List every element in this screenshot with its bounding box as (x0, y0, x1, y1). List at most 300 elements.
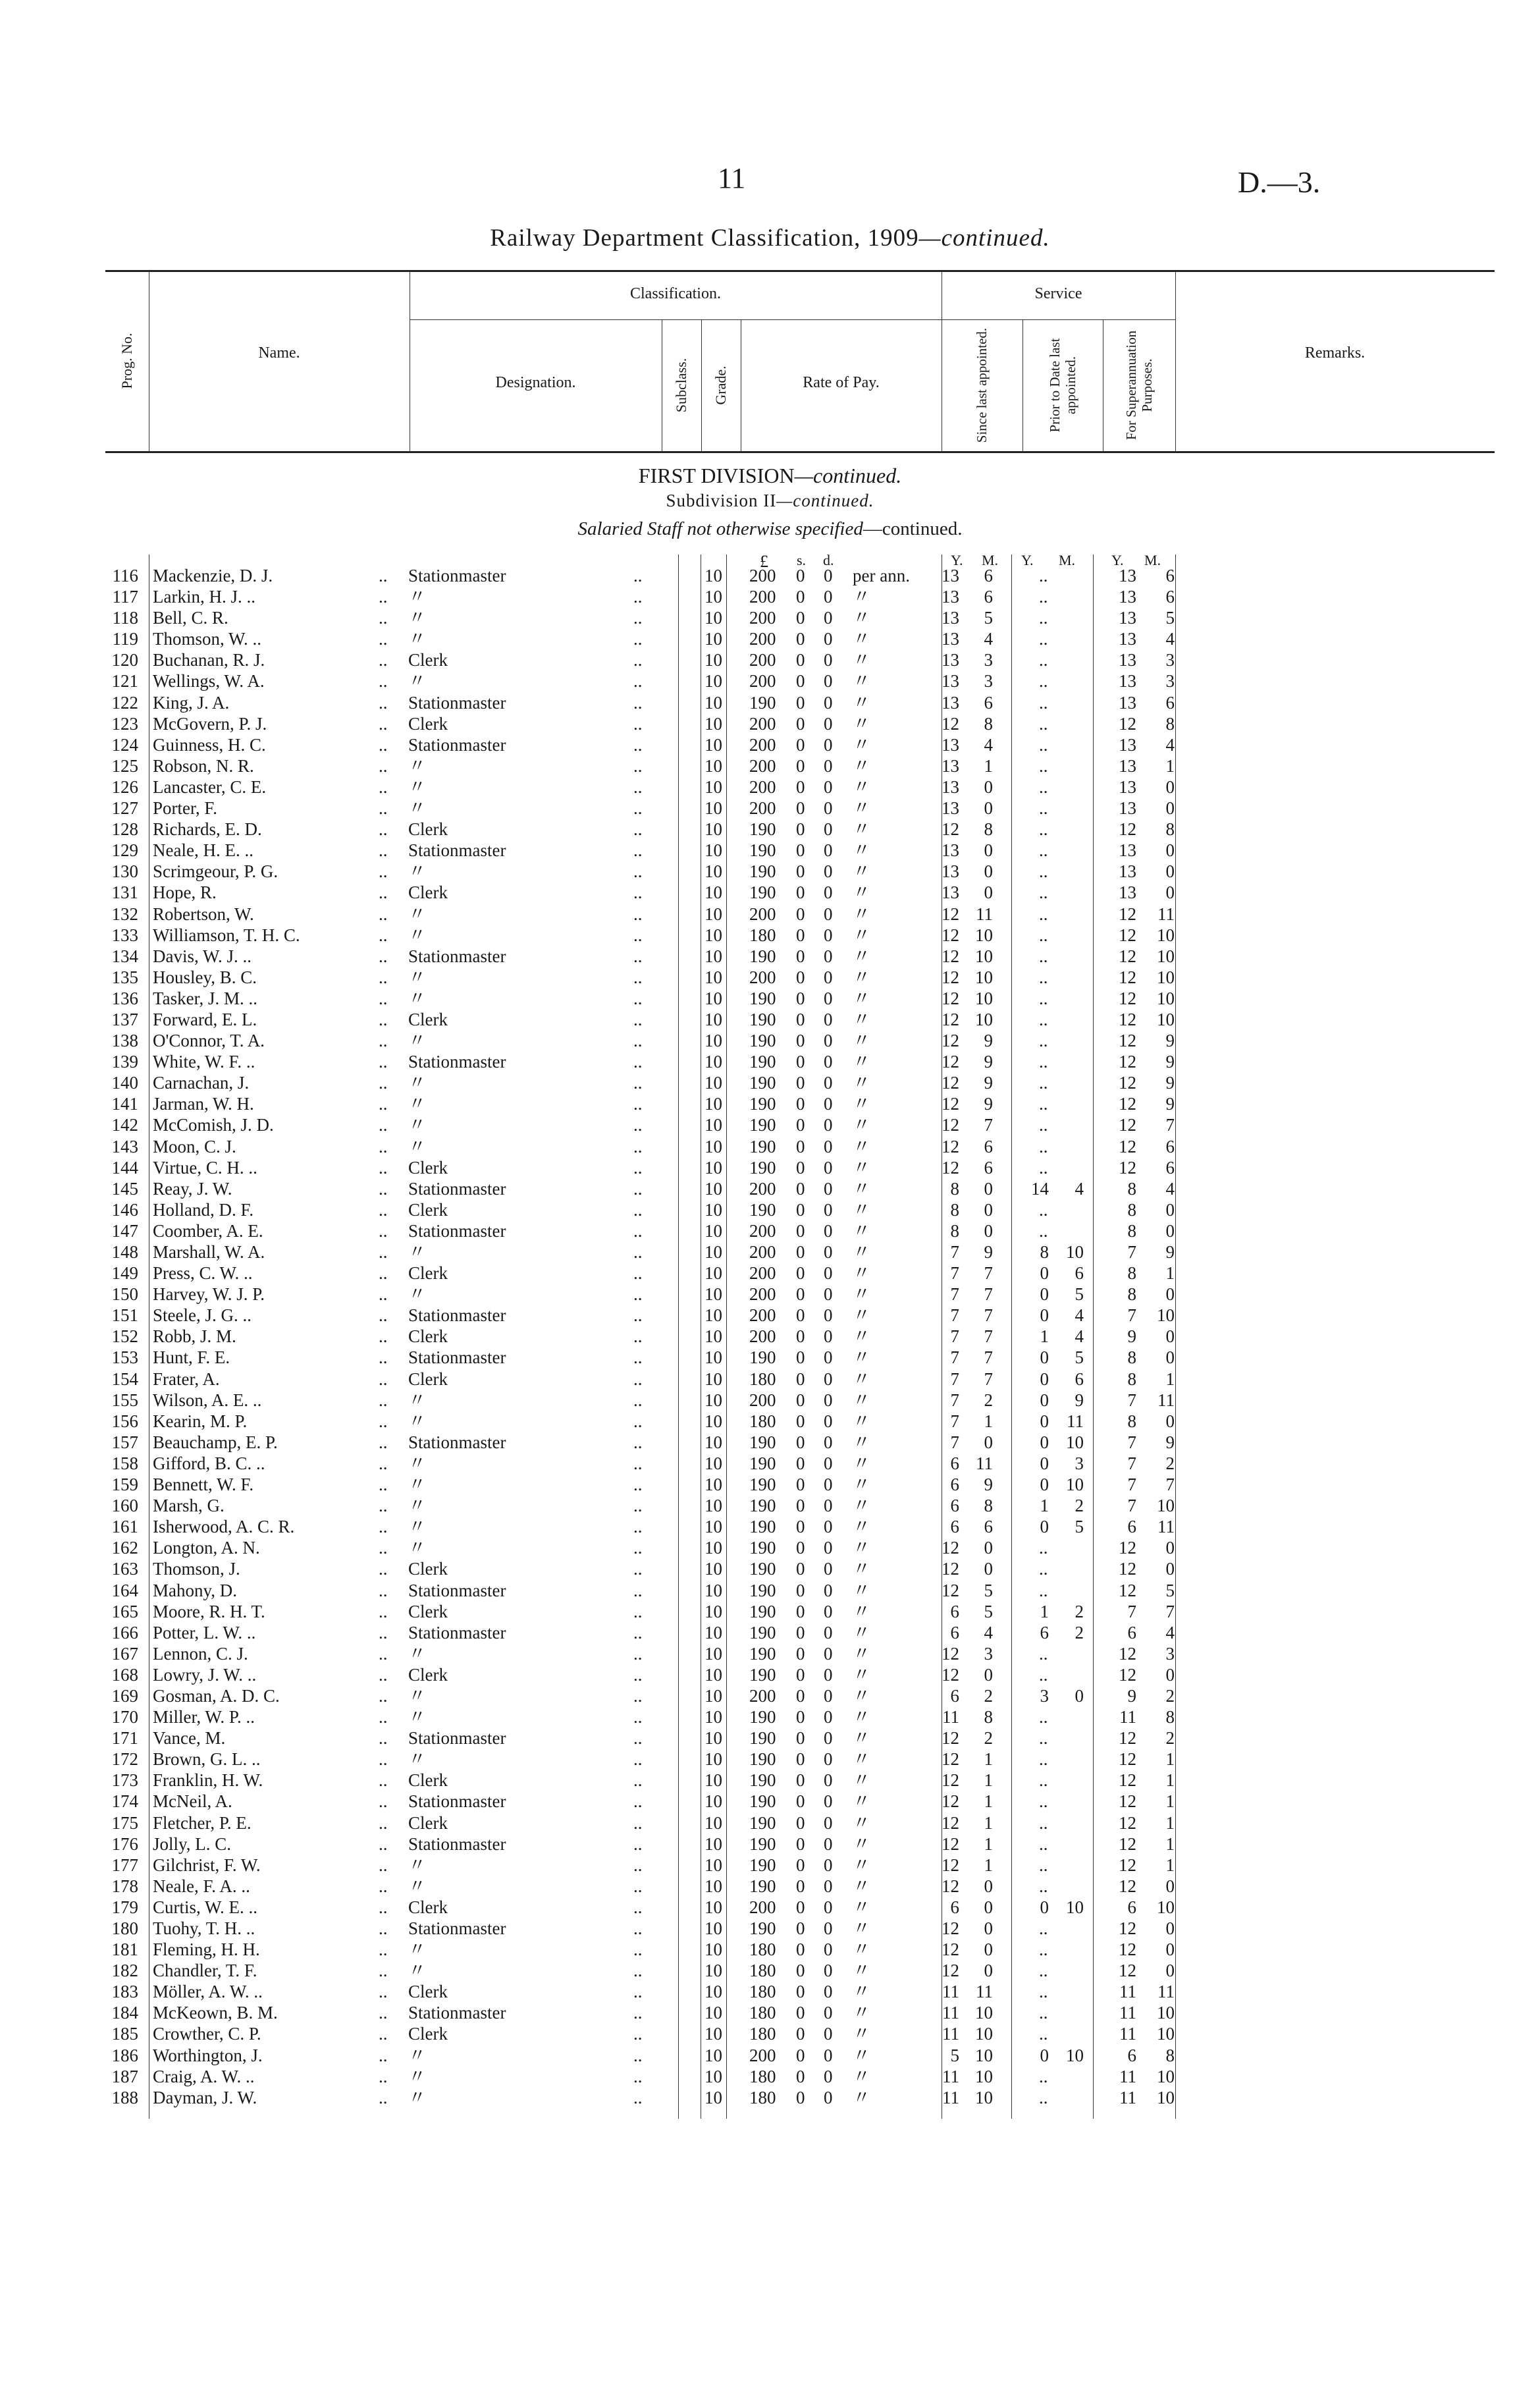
super-months-cell: 0 (1165, 1411, 1175, 1431)
name-cell: Frater, A. (153, 1369, 220, 1389)
table-row (0, 1664, 1540, 1685)
table-row (0, 1495, 1540, 1516)
prior-years-cell: .. (1039, 861, 1048, 882)
leader-dots: .. (633, 1073, 643, 1093)
prog-no-cell: 155 (111, 1390, 138, 1410)
leader-dots: .. (379, 1453, 388, 1473)
prog-no-cell: 118 (112, 608, 138, 628)
rate-pounds-cell: 180 (749, 1411, 776, 1431)
rate-pence-cell: 0 (824, 1918, 833, 1938)
super-months-cell: 2 (1165, 1728, 1175, 1749)
rate-shillings-cell: 0 (796, 1833, 805, 1854)
rate-pence-cell: 0 (824, 1263, 833, 1284)
prior-years-cell: 14 (1031, 1178, 1049, 1199)
leader-dots: .. (379, 946, 388, 966)
since-years-cell: 12 (942, 1940, 959, 1960)
rate-shillings-cell: 0 (796, 1475, 805, 1495)
grade-cell: 10 (704, 1094, 722, 1114)
leader-dots: .. (379, 1855, 388, 1875)
rate-shillings-cell: 0 (796, 1284, 805, 1305)
name-cell: Vance, M. (153, 1728, 226, 1749)
rate-period-cell: 〃 (853, 629, 870, 649)
super-months-cell: 0 (1165, 776, 1175, 797)
rate-pence-cell: 0 (824, 1940, 833, 1960)
super-months-cell: 0 (1165, 861, 1175, 882)
designation-cell: 〃 (408, 1284, 426, 1305)
leader-dots: .. (379, 1643, 388, 1664)
rate-period-cell: 〃 (853, 1432, 870, 1452)
super-years-cell: 11 (1119, 2087, 1136, 2107)
designation-cell: Stationmaster (408, 1622, 506, 1642)
grade-cell: 10 (704, 1157, 722, 1178)
designation-cell: Clerk (408, 2024, 448, 2044)
leader-dots: .. (633, 946, 643, 966)
super-months-cell: 10 (1157, 2087, 1175, 2107)
leader-dots: .. (379, 1664, 388, 1685)
leader-dots: .. (379, 1770, 388, 1791)
subclass-header: Subclass. (673, 358, 689, 413)
designation-cell: 〃 (408, 1749, 426, 1770)
name-cell: White, W. F. .. (153, 1052, 255, 1072)
rate-shillings-cell: 0 (796, 2087, 805, 2107)
leader-dots: .. (633, 925, 643, 945)
super-years-cell: 13 (1119, 882, 1136, 903)
prog-no-cell: 129 (111, 840, 138, 861)
name-cell: Fleming, H. H. (153, 1940, 260, 1960)
super-months-cell: 9 (1165, 1052, 1175, 1072)
prog-no-cell: 187 (111, 2066, 138, 2086)
name-cell: Gilchrist, F. W. (153, 1855, 261, 1875)
rate-pounds-cell: 190 (749, 1115, 776, 1135)
since-months-cell: 0 (984, 861, 993, 882)
table-row (0, 2045, 1540, 2066)
prior-months-cell: 10 (1066, 1897, 1084, 1917)
name-cell: Potter, L. W. .. (153, 1622, 256, 1642)
super-months-cell: 4 (1165, 1622, 1175, 1642)
rate-pounds-cell: 200 (749, 1178, 776, 1199)
table-row (0, 1178, 1540, 1199)
grade-cell: 10 (704, 1199, 722, 1220)
designation-cell: Clerk (408, 1157, 448, 1178)
rate-period-cell: 〃 (853, 734, 870, 755)
prior-years-cell: .. (1039, 1094, 1048, 1114)
leader-dots: .. (379, 1559, 388, 1579)
rate-pence-cell: 0 (824, 1369, 833, 1389)
prior-years-cell: .. (1039, 1855, 1048, 1875)
rate-pence-cell: 0 (824, 1009, 833, 1029)
since-years-cell: 12 (942, 1728, 959, 1749)
since-years-cell: 11 (942, 2087, 959, 2107)
since-months-cell: 4 (984, 629, 993, 649)
leader-dots: .. (379, 734, 388, 755)
prior-years-cell: 0 (1040, 1411, 1049, 1431)
prog-no-cell: 182 (111, 1961, 138, 1981)
name-cell: Dayman, J. W. (153, 2087, 257, 2107)
leader-dots: .. (633, 713, 643, 734)
rate-pence-cell: 0 (824, 1220, 833, 1241)
since-months-cell: 1 (984, 1812, 993, 1833)
subdivision-heading (0, 491, 1540, 511)
super-months-cell: 3 (1165, 1643, 1175, 1664)
leader-dots: .. (379, 2087, 388, 2107)
rate-pounds-cell: 200 (749, 1897, 776, 1917)
leader-dots: .. (633, 1199, 643, 1220)
prior-months-cell: 5 (1075, 1517, 1084, 1537)
table-row (0, 607, 1540, 628)
super-years-cell: 7 (1127, 1390, 1136, 1410)
super-years-cell: 7 (1127, 1453, 1136, 1473)
rate-pounds-cell: 200 (749, 967, 776, 987)
name-cell: Harvey, W. J. P. (153, 1284, 265, 1305)
leader-dots: .. (379, 1517, 388, 1537)
super-years-cell: 12 (1119, 1052, 1136, 1072)
years-unit-3: Y. (1111, 552, 1124, 568)
grade-cell: 10 (704, 1622, 722, 1642)
table-row (0, 649, 1540, 670)
prog-no-cell: 147 (111, 1220, 138, 1241)
leader-dots: .. (633, 1411, 643, 1431)
rate-period-cell: 〃 (853, 1178, 870, 1199)
staff-name: Salaried Staff not otherwise specified (577, 518, 863, 539)
name-cell: Jolly, L. C. (153, 1833, 232, 1854)
grade-cell: 10 (704, 1073, 722, 1093)
since-months-cell: 0 (984, 1432, 993, 1452)
leader-dots: .. (633, 2066, 643, 2086)
rate-shillings-cell: 0 (796, 1326, 805, 1347)
prog-no-cell: 167 (111, 1643, 138, 1664)
designation-cell: 〃 (408, 1643, 426, 1664)
grade-cell: 10 (704, 608, 722, 628)
rate-period-cell: 〃 (853, 1664, 870, 1685)
since-months-cell: 11 (976, 1453, 993, 1473)
leader-dots: .. (379, 1897, 388, 1917)
grade-cell: 10 (704, 840, 722, 861)
prior-years-cell: 0 (1040, 1369, 1049, 1389)
name-cell: Marshall, W. A. (153, 1242, 265, 1262)
rate-period-cell: 〃 (853, 1791, 870, 1812)
super-months-cell: 1 (1165, 1833, 1175, 1854)
name-cell: Buchanan, R. J. (153, 650, 265, 670)
designation-cell: Stationmaster (408, 946, 506, 966)
rate-pounds-cell: 190 (749, 1707, 776, 1727)
since-months-cell: 0 (984, 882, 993, 903)
table-row (0, 988, 1540, 1009)
rate-period-cell: 〃 (853, 587, 870, 607)
rate-period-cell: 〃 (853, 1347, 870, 1368)
leader-dots: .. (379, 1326, 388, 1347)
rate-pounds-cell: 200 (749, 904, 776, 924)
since-months-cell: 10 (975, 2003, 993, 2023)
table-row (0, 2002, 1540, 2023)
name-cell: Robson, N. R. (153, 755, 254, 776)
grade-cell: 10 (704, 1009, 722, 1029)
prior-years-cell: .. (1039, 2024, 1048, 2044)
leader-dots: .. (379, 713, 388, 734)
super-months-cell: 1 (1165, 755, 1175, 776)
since-years-cell: 6 (950, 1475, 959, 1495)
designation-cell: 〃 (408, 587, 426, 607)
prior-years-cell: 8 (1040, 1242, 1049, 1262)
super-months-cell: 10 (1157, 1897, 1175, 1917)
since-months-cell: 7 (984, 1305, 993, 1326)
prior-years-cell: 1 (1040, 1326, 1049, 1347)
prog-no-cell: 165 (111, 1601, 138, 1621)
table-row (0, 1369, 1540, 1390)
rate-pounds-cell: 200 (749, 608, 776, 628)
prog-no-cell: 137 (111, 1009, 138, 1029)
designation-cell: Clerk (408, 1199, 448, 1220)
since-years-cell: 12 (942, 1559, 959, 1579)
name-cell: Hope, R. (153, 882, 217, 903)
prior-years-cell: .. (1039, 904, 1048, 924)
table-row (0, 1876, 1540, 1897)
designation-cell: 〃 (408, 2087, 426, 2107)
designation-cell: Stationmaster (408, 692, 506, 713)
prior-months-cell: 5 (1075, 1347, 1084, 1368)
table-row (0, 1284, 1540, 1305)
grade-cell: 10 (704, 1601, 722, 1621)
name-cell: Gosman, A. D. C. (153, 1685, 280, 1706)
rate-pounds-cell: 190 (749, 1855, 776, 1875)
designation-cell: Clerk (408, 882, 448, 903)
name-cell: Fletcher, P. E. (153, 1812, 252, 1833)
prior-years-cell: .. (1039, 967, 1048, 987)
rate-period-cell: 〃 (853, 1833, 870, 1854)
designation-cell: Clerk (408, 1812, 448, 1833)
grade-cell: 10 (704, 1812, 722, 1833)
table-row (0, 1072, 1540, 1093)
rate-shillings-cell: 0 (796, 1199, 805, 1220)
name-cell: Guinness, H. C. (153, 734, 266, 755)
super-months-cell: 7 (1165, 1115, 1175, 1135)
leader-dots: .. (379, 1157, 388, 1178)
since-years-cell: 13 (942, 882, 959, 903)
rate-shillings-cell: 0 (796, 1031, 805, 1051)
super-months-cell: 11 (1157, 1517, 1175, 1537)
super-months-cell: 1 (1165, 1263, 1175, 1284)
super-months-cell: 8 (1165, 713, 1175, 734)
rate-pounds-cell: 180 (749, 2066, 776, 2086)
prior-years-cell: 0 (1040, 1475, 1049, 1495)
leader-dots: .. (633, 1538, 643, 1558)
since-years-cell: 12 (942, 1749, 959, 1770)
staff-suffix: —continued. (863, 518, 963, 539)
prog-no-cell: 133 (111, 925, 138, 945)
rate-period-cell: 〃 (853, 608, 870, 628)
table-row (0, 1241, 1540, 1262)
rate-pence-cell: 0 (824, 819, 833, 840)
grade-cell: 10 (704, 988, 722, 1008)
since-years-cell: 12 (942, 1009, 959, 1029)
rate-period-cell: 〃 (853, 1475, 870, 1495)
since-months-cell: 9 (984, 1031, 993, 1051)
rate-pounds-cell: 190 (749, 1601, 776, 1621)
since-months-cell: 11 (976, 904, 993, 924)
table-row (0, 1897, 1540, 1918)
leader-dots: .. (379, 1601, 388, 1621)
super-years-cell: 11 (1119, 1707, 1136, 1727)
grade-cell: 10 (704, 1538, 722, 1558)
rate-pence-cell: 0 (824, 608, 833, 628)
designation-cell: 〃 (408, 755, 426, 776)
rate-pounds-cell: 190 (749, 1580, 776, 1600)
table-row (0, 1220, 1540, 1241)
since-months-cell: 1 (984, 1791, 993, 1812)
prog-no-cell: 153 (111, 1347, 138, 1368)
grade-cell: 10 (704, 2066, 722, 2086)
leader-dots: .. (633, 755, 643, 776)
super-years-cell: 13 (1119, 755, 1136, 776)
super-years-cell: 12 (1119, 1961, 1136, 1981)
leader-dots: .. (633, 1242, 643, 1262)
rate-pence-cell: 0 (824, 2087, 833, 2107)
name-cell: Thomson, W. .. (153, 629, 262, 649)
leader-dots: .. (633, 1664, 643, 1685)
rate-shillings-cell: 0 (796, 1559, 805, 1579)
rate-period-cell: 〃 (853, 1242, 870, 1262)
grade-cell: 10 (704, 1982, 722, 2002)
prior-years-cell: .. (1039, 1918, 1048, 1938)
prior-months-cell: 5 (1075, 1284, 1084, 1305)
since-years-cell: 13 (942, 587, 959, 607)
grade-cell: 10 (704, 2087, 722, 2107)
rate-shillings-cell: 0 (796, 1517, 805, 1537)
name-cell: Jarman, W. H. (153, 1094, 254, 1114)
name-cell: Crowther, C. P. (153, 2024, 261, 2044)
document-reference: D.—3. (1238, 165, 1321, 199)
leader-dots: .. (633, 1305, 643, 1326)
rate-pounds-cell: 190 (749, 1094, 776, 1114)
rate-pence-cell: 0 (824, 1601, 833, 1621)
prior-years-cell: .. (1039, 1199, 1048, 1220)
since-months-cell: 10 (975, 946, 993, 966)
since-months-cell: 10 (975, 2087, 993, 2107)
table-row (0, 2023, 1540, 2044)
rate-pounds-cell: 190 (749, 1517, 776, 1537)
prog-no-cell: 177 (111, 1855, 138, 1875)
rate-pence-cell: 0 (824, 2003, 833, 2023)
since-years-cell: 12 (942, 1052, 959, 1072)
grade-cell: 10 (704, 1475, 722, 1495)
page-number: 11 (718, 162, 746, 194)
designation-cell: 〃 (408, 861, 426, 882)
grade-cell: 10 (704, 1833, 722, 1854)
prior-years-cell: 0 (1040, 1284, 1049, 1305)
super-years-cell: 13 (1119, 587, 1136, 607)
rate-pence-cell: 0 (824, 2024, 833, 2044)
grade-cell: 10 (704, 692, 722, 713)
name-cell: Steele, J. G. .. (153, 1305, 252, 1326)
name-cell: King, J. A. (153, 692, 230, 713)
prog-no-cell: 119 (112, 629, 138, 649)
leader-dots: .. (633, 650, 643, 670)
since-months-cell: 0 (984, 1664, 993, 1685)
prog-no-cell: 166 (111, 1622, 138, 1642)
since-years-cell: 12 (942, 1157, 959, 1178)
rate-pounds-cell: 190 (749, 1031, 776, 1051)
rate-shillings-cell: 0 (796, 988, 805, 1008)
leader-dots: .. (379, 1728, 388, 1749)
prior-years-cell: .. (1039, 819, 1048, 840)
super-months-cell: 3 (1165, 650, 1175, 670)
rate-pounds-cell: 200 (749, 671, 776, 692)
since-months-cell: 1 (984, 1855, 993, 1875)
rate-shillings-cell: 0 (796, 861, 805, 882)
leader-dots: .. (379, 1390, 388, 1410)
rate-pence-cell: 0 (824, 1517, 833, 1537)
name-cell: Franklin, H. W. (153, 1770, 263, 1791)
rate-pence-cell: 0 (824, 1031, 833, 1051)
grade-cell: 10 (704, 1432, 722, 1452)
designation-cell: Stationmaster (408, 734, 506, 755)
rate-period-cell: 〃 (853, 1685, 870, 1706)
prior-years-cell: .. (1039, 1749, 1048, 1770)
prior-years-cell: .. (1039, 1136, 1048, 1156)
super-years-cell: 13 (1119, 629, 1136, 649)
rate-pence-cell: 0 (824, 1094, 833, 1114)
prog-no-cell: 152 (111, 1326, 138, 1347)
since-months-cell: 0 (984, 1961, 993, 1981)
name-cell: Moon, C. J. (153, 1136, 236, 1156)
designation-cell: 〃 (408, 671, 426, 692)
rate-pence-cell: 0 (824, 1157, 833, 1178)
since-years-cell: 12 (942, 1115, 959, 1135)
designation-cell: 〃 (408, 1517, 426, 1537)
designation-cell: Clerk (408, 1369, 448, 1389)
grade-cell: 10 (704, 2003, 722, 2023)
leader-dots: .. (379, 1052, 388, 1072)
designation-cell: Stationmaster (408, 1178, 506, 1199)
grade-cell: 10 (704, 1411, 722, 1431)
super-years-cell: 12 (1119, 1136, 1136, 1156)
prog-no-cell: 120 (111, 650, 138, 670)
rate-period-cell: 〃 (853, 1496, 870, 1516)
name-cell: Neale, F. A. .. (153, 1876, 250, 1896)
prior-years-cell: 0 (1040, 1390, 1049, 1410)
rate-period-cell: 〃 (853, 840, 870, 861)
name-cell: Reay, J. W. (153, 1178, 232, 1199)
designation-cell: Stationmaster (408, 1918, 506, 1938)
rate-pounds-cell: 190 (749, 1199, 776, 1220)
title-main: Railway Department Classification, 1909 (490, 225, 919, 252)
prog-no-cell: 145 (111, 1178, 138, 1199)
prior-years-cell: .. (1039, 1728, 1048, 1749)
leader-dots: .. (379, 1791, 388, 1812)
rate-shillings-cell: 0 (796, 1643, 805, 1664)
leader-dots: .. (379, 1115, 388, 1135)
rate-period-cell: 〃 (853, 1918, 870, 1938)
name-cell: Brown, G. L. .. (153, 1749, 261, 1770)
super-years-cell: 12 (1119, 1073, 1136, 1093)
since-months-cell: 5 (984, 1580, 993, 1600)
rate-pounds-cell: 190 (749, 988, 776, 1008)
leader-dots: .. (379, 1199, 388, 1220)
rate-period-cell: 〃 (853, 1369, 870, 1389)
rate-period-cell: 〃 (853, 1199, 870, 1220)
designation-cell: 〃 (408, 1707, 426, 1727)
super-months-cell: 1 (1165, 1791, 1175, 1812)
super-months-cell: 1 (1165, 1812, 1175, 1833)
leader-dots: .. (633, 1728, 643, 1749)
since-years-cell: 11 (942, 1982, 959, 2002)
leader-dots: .. (633, 1031, 643, 1051)
super-months-cell: 0 (1165, 1961, 1175, 1981)
rate-pounds-cell: 200 (749, 1220, 776, 1241)
since-months-cell: 0 (984, 776, 993, 797)
super-months-cell: 10 (1157, 2003, 1175, 2023)
prior-years-cell: .. (1039, 1982, 1048, 2002)
rate-pounds-cell: 200 (749, 734, 776, 755)
